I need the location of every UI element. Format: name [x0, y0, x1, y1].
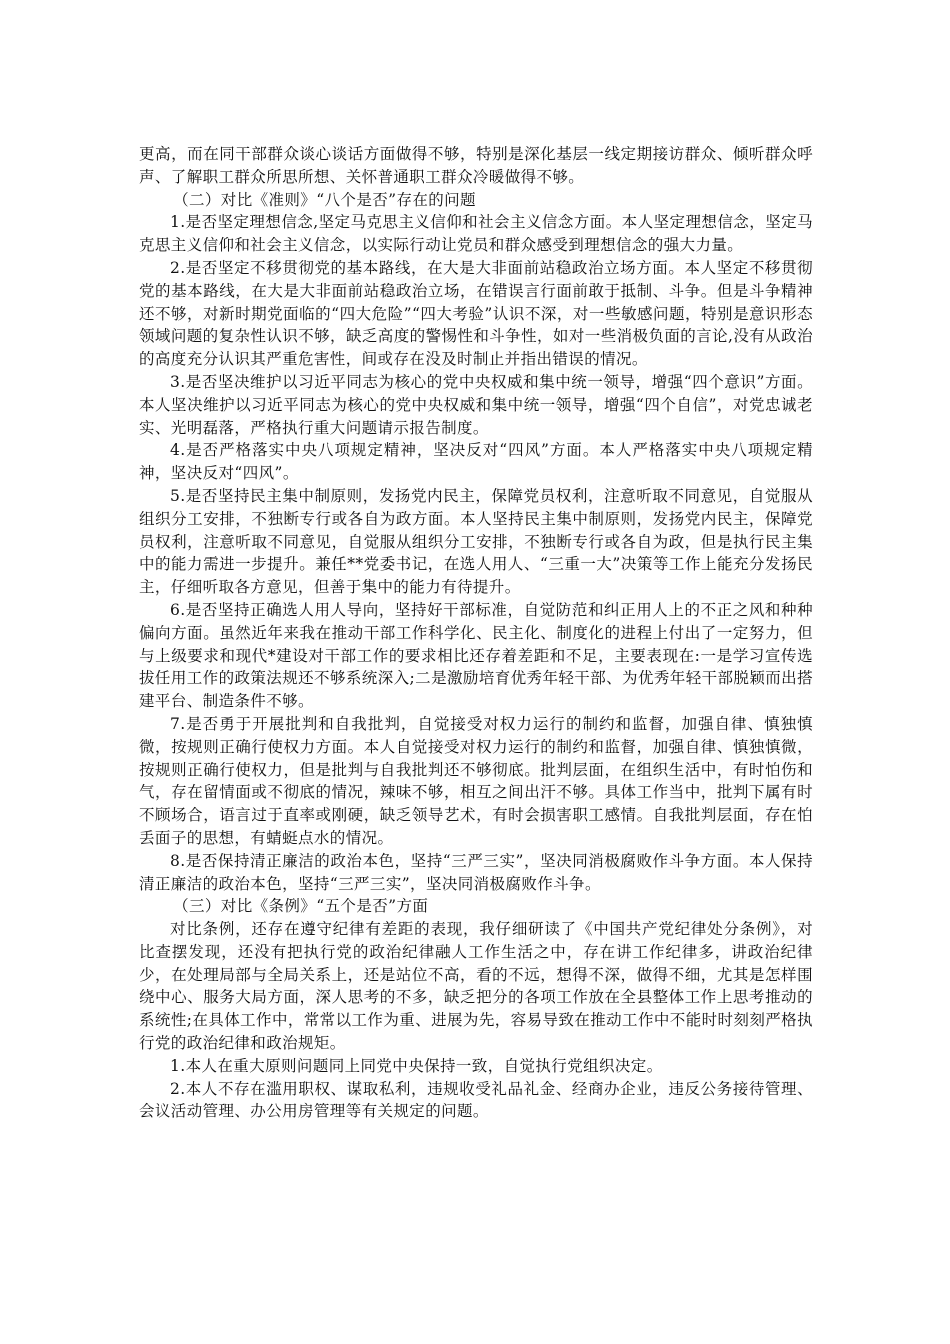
paragraph-item-6: 6.是否坚持正确选人用人导向，坚持好干部标准，自觉防范和纠正用人上的不正之风和种种偏向方面。虽然近年来我在推动干部工作科学化、民主化、制度化的进程上付出了一定努力，但与上级要求和现代*建设对干部工作的要求相比还存着差距和不足，主要表现在:一是学习宣传选拔任用工作的政策法规还不够系统深入;二是激励培育优秀年轻干部、为优秀年轻干部脱颖而出搭建平台、制造条件不够。: [139, 600, 813, 711]
paragraph-item-4: 4.是否严格落实中央八项规定精神，坚决反对“四风”方面。本人严格落实中央八项规定精神，坚决反对“四风”。: [139, 441, 813, 483]
paragraph-continuation: 更高，而在同干部群众谈心谈话方面做得不够，特别是深化基层一线定期接访群众、倾听群众呼声、了解职工群众所思所想、关怀普通职工群众冷暖做得不够。: [139, 145, 813, 186]
paragraph-item-2: 2.是否坚定不移贯彻党的基本路线，在大是大非面前站稳政治立场方面。本人坚定不移贯彻党的基本路线，在大是大非面前站稳政治立场，在错误言行面前敢于抵制、斗争。但是斗争精神还不够，对新时期党面临的“四大危险”“四大考验”认识不深，对一些敏感问题，特别是意识形态领域问题的复杂性认识不够，缺乏高度的警惕性和斗争性，如对一些消极负面的言论,没有从政治的高度充分认识其严重危害性，间或存在没及时制止并指出错误的情况。: [139, 258, 813, 369]
paragraph-regulations-item-1: 1.本人在重大原则问题同上同党中央保持一致，自觉执行党组织决定。: [170, 1056, 663, 1075]
paragraph-item-1: 1.是否坚定理想信念,坚定马克思主义信仰和社会主义信念方面。本人坚定理想信念，坚定马克思主义信仰和社会主义信念，以实际行动让党员和群众感受到理想信念的强大力量。: [139, 213, 813, 255]
paragraph-item-5: 5.是否坚持民主集中制原则，发扬党内民主，保障党员权利，注意听取不同意见，自觉服从组织分工安排，不独断专行或各自为政方面。本人坚持民主集中制原则，发扬党内民主，保障党员权利，注意听取不同意见，自觉服从组织分工安排，不独断专行或各自为政，但是执行民主集中的能力需进一步提升。兼任**党委书记，在选人用人、“三重一大”决策等工作上能充分发扬民主，仔细听取各方意见，但善于集中的能力有待提升。: [139, 486, 813, 597]
paragraph-item-8: 8.是否保持清正廉洁的政治本色，坚持“三严三实”，坚决同消极腐败作斗争方面。本人保持清正廉洁的政治本色，坚持“三严三实”，坚决同消极腐败作斗争。: [139, 851, 813, 893]
section-heading-3: （三）对比《条例》“五个是否”方面: [173, 897, 429, 916]
paragraph-regulations-intro: 对比条例，还存在遵守纪律有差距的表现，我仔细研读了《中国共产党纪律处分条例》，对比查摆发现，还没有把执行党的政治纪律融人工作生活之中，存在讲工作纪律多，讲政治纪律少，在处理局部与全局关系上，还是站位不高，看的不远，想得不深，做得不细，尤其是怎样围绕中心、服务大局方面，深人思考的不多，缺乏把分的各项工作放在全县整体工作上思考推动的系统性;在具体工作中，常常以工作为重、进展为先，容易导致在推动工作中不能时时刻刻严格执行党的政治纪律和政治规矩。: [139, 920, 813, 1053]
section-heading-2: （二）对比《准则》“八个是否”存在的问题: [173, 190, 476, 209]
paragraph-item-7: 7.是否勇于开展批判和自我批判，自觉接受对权力运行的制约和监督，加强自律、慎独慎微，按规则正确行使权力方面。本人自觉接受对权力运行的制约和监督，加强自律、慎独慎微，按规则正确行使权力，但是批判与自我批判还不够彻底。批判层面，在组织生活中，有时怕伤和气，存在留情面或不彻底的情况，辣味不够，相互之间出汗不够。具体工作当中，批判下属有时不顾场合，语言过于直率或刚硬，缺乏领导艺术，有时会损害职工感情。自我批判层面，存在怕丢面子的思想，有蜻蜓点水的情况。: [139, 714, 813, 847]
paragraph-regulations-item-2: 2.本人不存在滥用职权、谋取私利，违规收受礼品礼金、经商办企业，违反公务接待管理、会议活动管理、办公用房管理等有关规定的问题。: [139, 1079, 813, 1121]
document-body: [139, 143, 813, 1123]
paragraph-item-3: 3.是否坚决维护以习近平同志为核心的党中央权威和集中统一领导，增强“四个意识”方面。本人坚决维护以习近平同志为核心的党中央权威和集中统一领导，增强“四个自信”，对党忠诚老实、光明磊落，严格执行重大问题请示报告制度。: [139, 372, 813, 437]
